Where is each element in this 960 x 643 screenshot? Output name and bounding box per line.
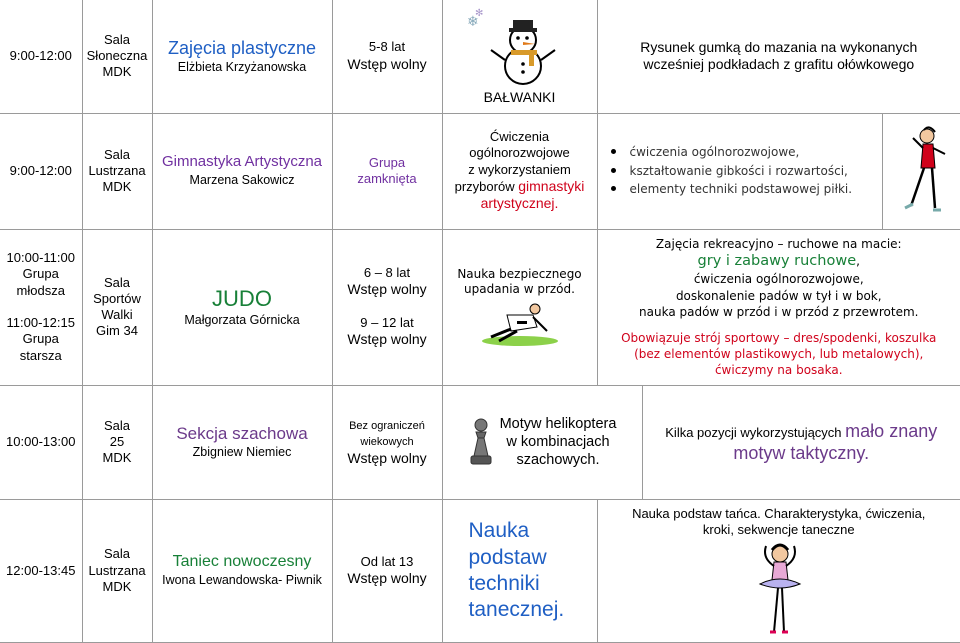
age-text: Od lat 13 <box>360 553 414 569</box>
class-cell <box>152 229 332 385</box>
notice-line: ćwiczymy na bosaka. <box>714 363 843 378</box>
description-line: Nauka podstaw tańca. Charakterystyka, ćwiczenia, <box>632 505 926 521</box>
description-cell <box>642 385 960 499</box>
time-cell <box>0 499 82 643</box>
place-line: Sala <box>103 417 131 433</box>
class-title: JUDO <box>212 285 272 311</box>
big-text-line: tanecznej. <box>468 598 565 621</box>
group-status-line: zamknięta <box>357 171 417 186</box>
bullet-list <box>602 143 882 199</box>
entry-text: Wstęp wolny <box>347 55 427 72</box>
place-cell <box>82 113 152 229</box>
class-title: Sekcja szachowa <box>176 424 308 444</box>
class-title: Taniec nowoczesny <box>172 553 312 571</box>
group-status-cell <box>332 113 442 229</box>
notice-line: Obowiązuje strój sportowy – dres/spodenki, koszulka <box>621 330 937 345</box>
age-text: 9 – 12 lat <box>360 315 414 331</box>
class-cell <box>152 499 332 643</box>
class-cell <box>152 113 332 229</box>
place-line: MDK <box>102 450 132 466</box>
judo-icon <box>477 301 563 347</box>
age-text: 6 – 8 lat <box>363 265 411 281</box>
place-line: MDK <box>102 179 132 195</box>
schedule-row-2 <box>0 113 960 229</box>
time-text: 9:00-12:00 <box>9 48 72 64</box>
entry-text: Wstęp wolny <box>347 281 427 298</box>
teacher-name: Małgorzata Górnicka <box>184 313 300 328</box>
entry-text: Wstęp wolny <box>347 450 427 466</box>
class-cell <box>152 385 332 499</box>
description-highlight: mało znany <box>845 420 938 441</box>
group-line: starsza <box>19 347 62 363</box>
time-text: 9:00-12:00 <box>9 162 72 178</box>
snowman-icon <box>465 6 575 86</box>
big-text-line: podstaw <box>468 545 547 569</box>
age-cell <box>332 499 442 643</box>
svg-text:✻: ✻ <box>474 8 483 20</box>
age-cell <box>332 0 442 113</box>
topic-cell <box>442 229 597 385</box>
picture-caption: BAŁWANKI <box>483 88 556 105</box>
place-line: Gim 34 <box>96 323 138 339</box>
description-line: nauka padów w przód i w przód z przewrotem. <box>639 304 919 319</box>
picture-cell <box>442 0 597 113</box>
description-highlight: motyw taktyczny. <box>733 443 870 463</box>
bullets-cell <box>597 113 882 229</box>
big-text-line: techniki <box>468 571 540 595</box>
description-line: ćwiczenia ogólnorozwojowe, <box>693 272 864 287</box>
bullet-item: kształtowanie gibkości i rozwartości, <box>602 162 882 181</box>
exercise-highlight: artystycznej. <box>480 195 559 212</box>
description-highlight: gry i zabawy ruchowe <box>697 252 857 269</box>
exercise-line: z wykorzystaniem <box>468 161 571 177</box>
description-line: kroki, sekwencje taneczne <box>702 521 855 537</box>
svg-text:❄: ❄ <box>466 13 479 30</box>
class-title: Zajęcia plastyczne <box>167 37 317 58</box>
gymnast-icon <box>891 124 951 214</box>
description-cell <box>597 499 960 643</box>
place-line: Sala <box>103 146 131 162</box>
ballerina-icon <box>744 540 814 640</box>
time-text: 12:00-13:45 <box>6 562 76 578</box>
schedule-row-1 <box>0 0 960 113</box>
place-line: 25 <box>109 433 125 449</box>
schedule-row-5 <box>0 499 960 643</box>
age-cell <box>332 229 442 385</box>
exercise-line: Ćwiczenia <box>489 129 550 145</box>
place-line: Sportów <box>93 290 141 306</box>
place-line: Sala <box>103 546 131 562</box>
time-cell <box>0 229 82 385</box>
place-cell <box>82 229 152 385</box>
place-line: Walki <box>101 307 133 322</box>
bullet-item: elementy techniki podstawowej piłki. <box>602 180 882 199</box>
description-line: Zajęcia rekreacyjno – ruchowe na macie: <box>655 236 902 251</box>
gymnast-cell <box>882 113 960 229</box>
teacher-name: Marzena Sakowicz <box>189 173 295 188</box>
exercise-cell <box>442 113 597 229</box>
time-text: 10:00-13:00 <box>6 433 76 449</box>
place-line: MDK <box>102 578 132 594</box>
age-text: Bez ograniczeń <box>349 419 425 432</box>
time-text: 10:00-11:00 <box>6 250 75 266</box>
exercise-line: ogólnorozwojowe <box>469 145 570 161</box>
place-line: Sala <box>103 31 131 47</box>
age-text: 5-8 lat <box>368 39 406 55</box>
class-title: Gimnastyka Artystyczna <box>161 153 323 171</box>
group-status-line: Grupa <box>368 154 406 170</box>
motif-line: szachowych. <box>516 452 600 469</box>
age-cell <box>332 385 442 499</box>
place-line: Sala <box>103 274 131 290</box>
teacher-name: Iwona Lewandowska- Piwnik <box>162 573 322 588</box>
group-line: młodsza <box>16 282 65 298</box>
description-text: Rysunek gumką do mazania na wykonanych wcześniej podkładach z grafitu ołówkowego <box>640 38 918 73</box>
description-punctuation: , <box>856 253 860 268</box>
motif-line: Motyw helikoptera <box>499 415 617 432</box>
time-cell <box>0 113 82 229</box>
teacher-name: Elżbieta Krzyżanowska <box>177 60 307 75</box>
description-line: doskonalenie padów w tył i w bok, <box>675 288 882 303</box>
place-cell <box>82 0 152 113</box>
description-cell <box>597 229 960 385</box>
chess-pawn-icon <box>468 416 494 468</box>
description-cell <box>597 0 960 113</box>
topic-line: Nauka bezpiecznego <box>457 267 582 281</box>
exercise-highlight: gimnastyki <box>518 177 585 194</box>
group-line: Grupa <box>22 266 59 282</box>
place-line: Lustrzana <box>88 162 146 178</box>
place-line: Słoneczna <box>86 48 148 64</box>
time-text: 11:00-12:15 <box>6 315 75 331</box>
description-text: Kilka pozycji wykorzystujących <box>665 424 842 440</box>
exercise-line: przyborów <box>454 178 515 194</box>
motif-line: w kombinacjach <box>506 433 610 450</box>
age-text: wiekowych <box>360 436 414 449</box>
teacher-name: Zbigniew Niemiec <box>192 445 292 460</box>
big-text-line: Nauka <box>468 519 530 543</box>
entry-text: Wstęp wolny <box>347 570 427 587</box>
notice-line: (bez elementów plastikowych, lub metalowych), <box>634 347 924 362</box>
place-cell <box>82 385 152 499</box>
group-line: Grupa <box>22 331 59 347</box>
big-text-cell <box>442 499 597 643</box>
place-cell <box>82 499 152 643</box>
topic-line: upadania w przód. <box>464 282 575 296</box>
schedule-row-3 <box>0 229 960 385</box>
place-line: Lustrzana <box>88 562 146 578</box>
schedule-row-4 <box>0 385 960 499</box>
place-line: MDK <box>102 64 132 80</box>
motif-cell <box>442 385 642 499</box>
time-cell <box>0 0 82 113</box>
bullet-item: ćwiczenia ogólnorozwojowe, <box>602 143 882 162</box>
entry-text: Wstęp wolny <box>347 331 427 348</box>
class-cell <box>152 0 332 113</box>
time-cell <box>0 385 82 499</box>
